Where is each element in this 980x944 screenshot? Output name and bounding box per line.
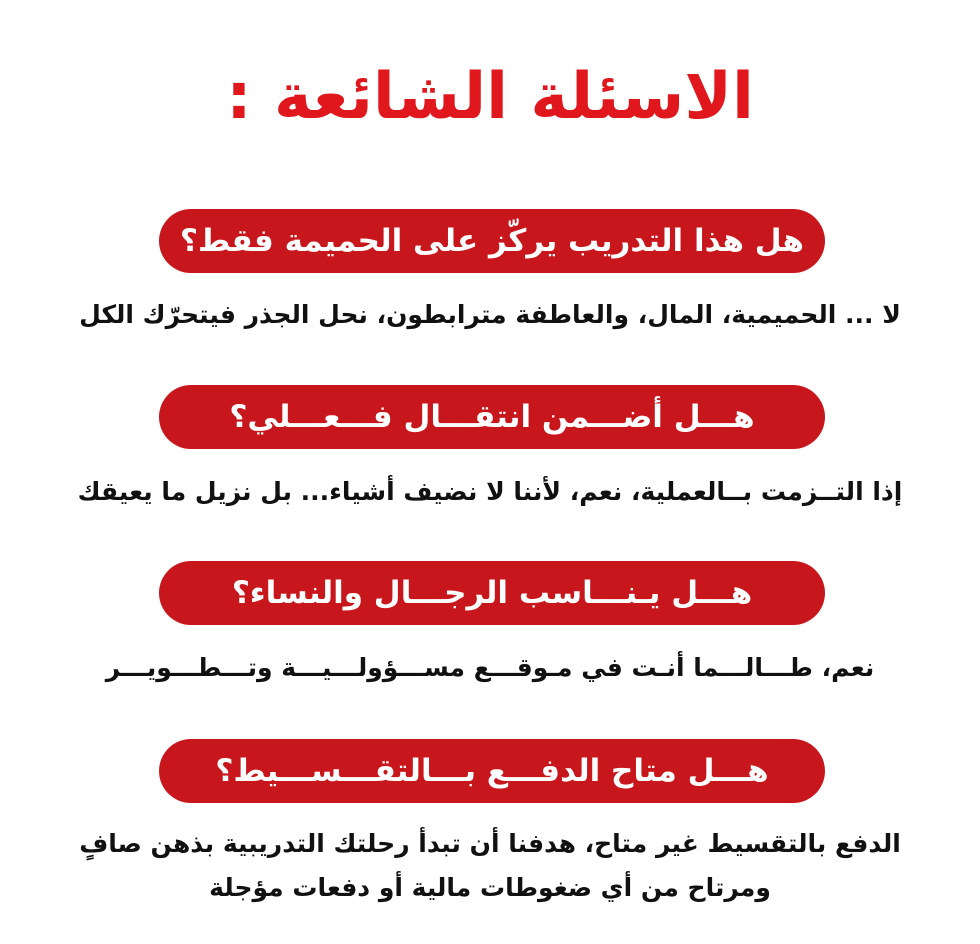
faq-answer-1-line-1: لا ... الحميمية، المال، والعاطفة مترابطون، نحل الجذر فيتحرّك الكل bbox=[79, 300, 901, 329]
faq-question-4: هـــل متاح الدفـــع بـــالتقـــســـيط؟ bbox=[159, 739, 825, 803]
faq-answer-1 bbox=[40, 292, 940, 338]
faq-answer-4-line-2: ومرتاح من أي ضغوطات مالية أو دفعات مؤجلة bbox=[209, 873, 771, 902]
faq-question-1: هل هذا التدريب يركّز على الحميمة فقط؟ bbox=[159, 209, 825, 273]
faq-answer-2-line-1: إذا التــزمت بــالعملية، نعم، لأننا لا نضيف أشياء... بل نزيل ما يعيقك bbox=[77, 477, 903, 506]
faq-answer-4 bbox=[40, 822, 940, 910]
faq-question-2: هـــل أضـــمن انتقـــال فـــعـــلي؟ bbox=[159, 385, 825, 449]
faq-answer-4-line-1: الدفع بالتقسيط غير متاح، هدفنا أن تبدأ رحلتك التدريبية بذهن صافٍ bbox=[79, 829, 901, 858]
page-title: الاسئلة الشائعة : bbox=[226, 60, 754, 134]
faq-answer-3 bbox=[40, 645, 940, 691]
faq-question-3: هـــل يـنـــاسب الرجـــال والنساء؟ bbox=[159, 561, 825, 625]
faq-answer-3-line-1: نعم، طـــالـــما أنـت في مـوقـــع مســـؤولـــيـــة وتـــطـــويـــر bbox=[105, 653, 875, 682]
faq-answer-2 bbox=[40, 469, 940, 515]
